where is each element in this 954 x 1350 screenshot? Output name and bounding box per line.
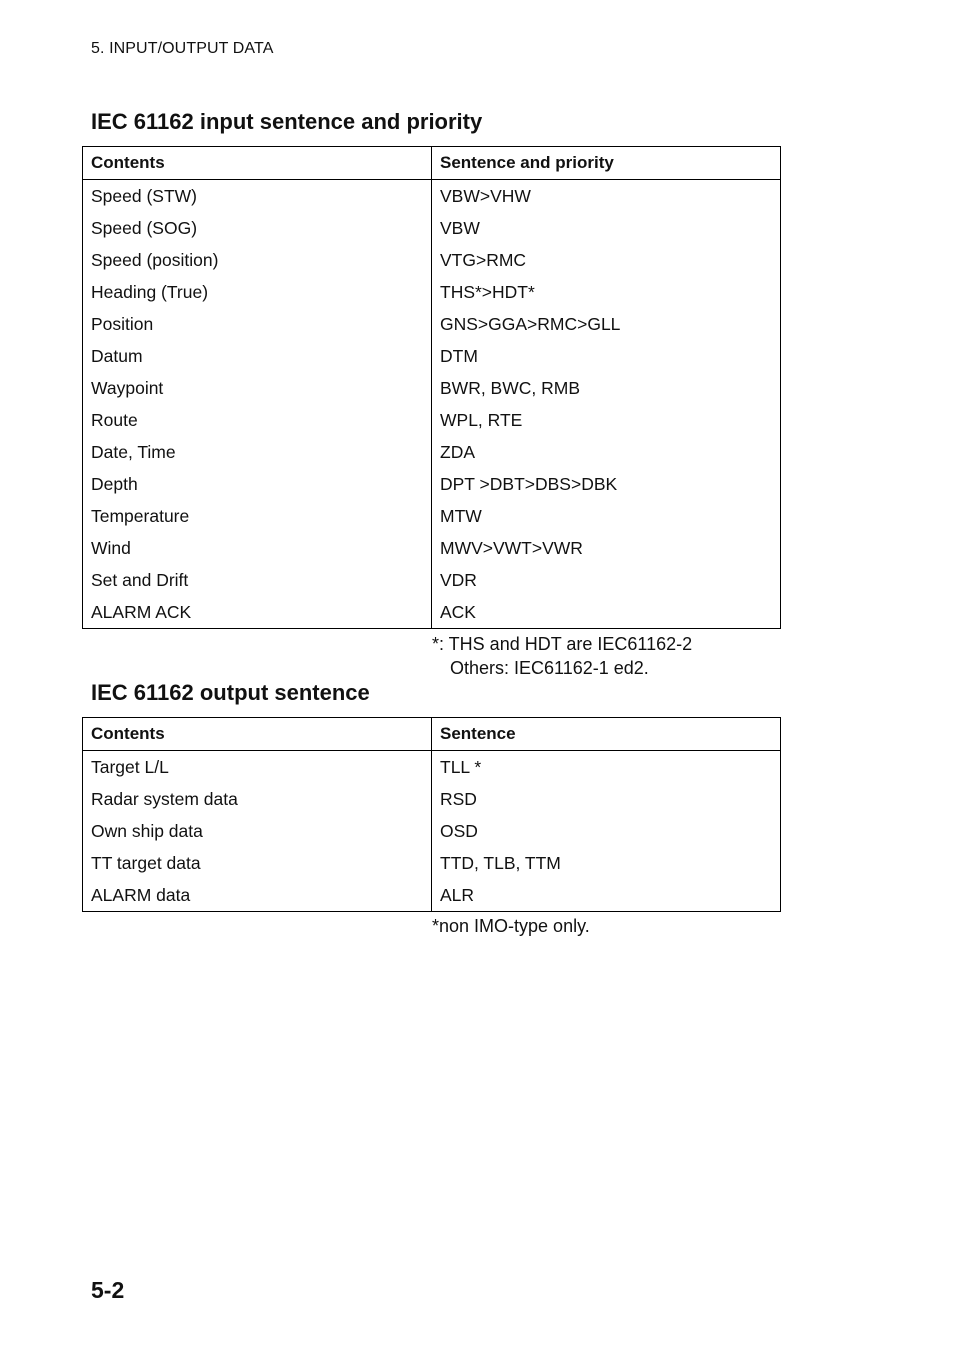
chapter-header: 5. INPUT/OUTPUT DATA xyxy=(91,40,274,57)
table-row xyxy=(83,436,781,468)
sentence-cell: RSD xyxy=(440,788,477,809)
contents-cell: TT target data xyxy=(83,847,432,879)
sentence-cell: OSD xyxy=(440,820,478,841)
contents-cell: Heading (True) xyxy=(83,276,432,308)
input-table-footnote xyxy=(432,632,692,680)
output-section-title: IEC 61162 output sentence xyxy=(91,680,370,705)
sentence-cell: TTD, TLB, TTM xyxy=(440,852,561,873)
sentence-cell: VTG>RMC xyxy=(440,249,527,270)
sentence-cell: DTM xyxy=(440,345,478,366)
column-header-contents: Contents xyxy=(83,718,432,751)
contents-cell: Temperature xyxy=(83,500,432,532)
sentence-cell: DPT >DBT>DBS>DBK xyxy=(440,473,618,494)
contents-cell: Depth xyxy=(83,468,432,500)
contents-cell: Datum xyxy=(83,340,432,372)
page-number: 5-2 xyxy=(91,1277,125,1303)
sentence-cell: GNS>GGA>RMC>GLL xyxy=(440,313,621,334)
sentence-cell: ACK xyxy=(440,601,476,622)
column-header-sentence: Sentence xyxy=(432,718,781,751)
sentence-cell: WPL, RTE xyxy=(440,409,523,430)
footnote-line: Others: IEC61162-1 ed2. xyxy=(450,658,649,678)
column-header-contents: Contents xyxy=(83,147,432,180)
table-row xyxy=(83,340,781,372)
sentence-cell: VDR xyxy=(440,569,477,590)
contents-cell: Speed (STW) xyxy=(83,180,432,213)
contents-cell: Speed (position) xyxy=(83,244,432,276)
contents-cell: Route xyxy=(83,404,432,436)
contents-cell: Position xyxy=(83,308,432,340)
sentence-cell: ZDA xyxy=(440,441,475,462)
contents-cell: ALARM ACK xyxy=(83,596,432,629)
table-row xyxy=(83,532,781,564)
table-row xyxy=(83,372,781,404)
table-row xyxy=(83,596,781,629)
output-sentence-table xyxy=(82,717,781,912)
table-header-row xyxy=(83,718,781,751)
sentence-cell: THS*>HDT* xyxy=(440,281,535,302)
contents-cell: Own ship data xyxy=(83,815,432,847)
contents-cell: Wind xyxy=(83,532,432,564)
table-row xyxy=(83,212,781,244)
table-row xyxy=(83,276,781,308)
table-row xyxy=(83,468,781,500)
input-sentence-table xyxy=(82,146,781,629)
sentence-cell: BWR, BWC, RMB xyxy=(440,377,580,398)
contents-cell: Waypoint xyxy=(83,372,432,404)
table-row xyxy=(83,500,781,532)
table-row xyxy=(83,244,781,276)
sentence-cell: MWV>VWT>VWR xyxy=(440,537,583,558)
contents-cell: Date, Time xyxy=(83,436,432,468)
column-header-sentence-priority: Sentence and priority xyxy=(432,147,781,180)
sentence-cell: TLL * xyxy=(440,756,482,777)
sentence-cell: MTW xyxy=(440,505,482,526)
contents-cell: ALARM data xyxy=(83,879,432,912)
table-row xyxy=(83,404,781,436)
table-row xyxy=(83,564,781,596)
sentence-cell: ALR xyxy=(440,884,475,905)
table-row xyxy=(83,783,781,815)
output-table-footnote: *non IMO-type only. xyxy=(432,916,590,936)
contents-cell: Target L/L xyxy=(83,751,432,784)
table-row xyxy=(83,847,781,879)
table-row xyxy=(83,815,781,847)
contents-cell: Speed (SOG) xyxy=(83,212,432,244)
sentence-cell: VBW xyxy=(440,217,480,238)
contents-cell: Set and Drift xyxy=(83,564,432,596)
table-header-row xyxy=(83,147,781,180)
footnote-line: *: THS and HDT are IEC61162-2 xyxy=(432,634,693,654)
sentence-cell: VBW>VHW xyxy=(440,185,531,206)
table-row xyxy=(83,751,781,784)
table-row xyxy=(83,180,781,213)
table-row xyxy=(83,879,781,912)
table-row xyxy=(83,308,781,340)
contents-cell: Radar system data xyxy=(83,783,432,815)
input-section-title: IEC 61162 input sentence and priority xyxy=(91,109,483,134)
